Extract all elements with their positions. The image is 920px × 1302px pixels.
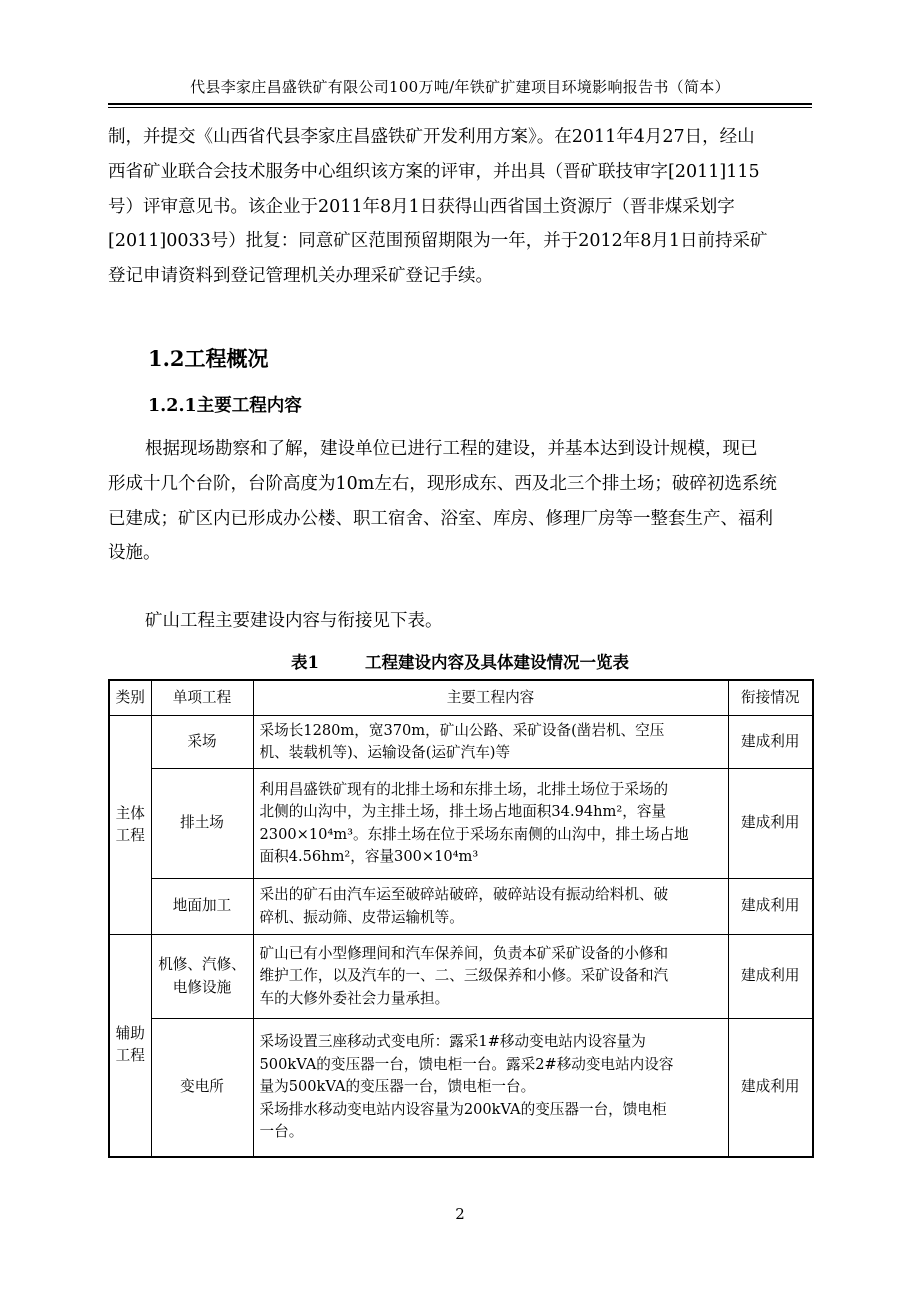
page-number: 2 [455,1205,465,1223]
content-cell: 采出的矿石由汽车运至破碎站破碎，破碎站设有振动给料机、破 碎机、振动筛、皮带运输机等。 [253,879,728,935]
header-item: 单项工程 [151,680,253,716]
content-cell: 采场设置三座移动式变电所：露采1#移动变电站内设容量为 500kVA的变压器一台，馈电柜一台。露采2#移动变电站内设容 量为500kVA的变压器一台，馈电柜一台。 采场排水移动变电站内设容量为200kVA的变压器一台，馈电柜 一台。 [253,1019,728,1157]
table-row [109,716,813,769]
category-auxiliary: 辅助工程 [109,935,151,1157]
section-heading: 1.2工程概况 [148,346,269,371]
content-cell: 矿山已有小型修理间和汽车保养间，负责本矿采矿设备的小修和 维护工作，以及汽车的一、二、三级保养和小修。采矿设备和汽 车的大修外委社会力量承担。 [253,935,728,1019]
header-rule-thick [108,103,812,105]
text-line: [2011]0033号）批复：同意矿区范围预留期限为一年，并于2012年8月1日前持采矿 [108,231,768,252]
category-main: 主体工程 [109,716,151,935]
status-cell: 建成利用 [728,716,813,769]
item-cell: 地面加工 [151,879,253,935]
intro-paragraph [108,120,812,294]
subsection-heading: 1.2.1主要工程内容 [148,396,302,416]
item-cell: 排土场 [151,769,253,879]
content-cell: 利用昌盛铁矿现有的北排土场和东排土场，北排土场位于采场的 北侧的山沟中，为主排土场，排土场占地面积34.94hm²，容量 2300×10⁴m³。东排土场在位于采场东南侧的山沟中，排土场占地 面积4.56hm²，容量300×10⁴m³ [253,769,728,879]
table-caption-number: 表1 [291,653,319,672]
table-caption-title: 工程建设内容及具体建设情况一览表 [364,653,629,672]
body-paragraph [108,432,812,571]
text-line: 号）评审意见书。该企业于2011年8月1日获得山西省国土资源厅（晋非煤采划字 [108,196,735,217]
status-cell: 建成利用 [728,1019,813,1157]
item-cell: 采场 [151,716,253,769]
text-line: 制，并提交《山西省代县李家庄昌盛铁矿开发利用方案》。在2011年4月27日，经山 [108,127,755,147]
status-cell: 建成利用 [728,935,813,1019]
page-header: 代县李家庄昌盛铁矿有限公司100万吨/年铁矿扩建项目环境影响报告书（简本） [190,78,730,96]
header-content: 主要工程内容 [253,680,728,716]
table-row [109,769,813,879]
construction-table [108,679,814,1158]
table-row [109,935,813,1019]
text-line: 西省矿业联合会技术服务中心组织该方案的评审，并出具（晋矿联技审字[2011]115 [108,161,760,182]
header-rule-thin [108,107,812,108]
content-cell: 采场长1280m，宽370m，矿山公路、采矿设备(凿岩机、空压 机、装载机等)、运输设备(运矿汽车)等 [253,716,728,769]
text-line: 设施。 [108,543,161,564]
status-cell: 建成利用 [728,879,813,935]
header-category: 类别 [109,680,151,716]
lead-in-paragraph: 矿山工程主要建设内容与衔接见下表。 [145,611,443,631]
status-cell: 建成利用 [728,769,813,879]
text-line: 已建成；矿区内已形成办公楼、职工宿舍、浴室、库房、修理厂房等一整套生产、福利 [108,508,773,529]
table-caption [108,650,812,676]
table-row [109,1019,813,1157]
item-cell: 机修、汽修、电修设施 [151,935,253,1019]
item-cell: 变电所 [151,1019,253,1157]
table-header-row [109,680,813,716]
table-row [109,879,813,935]
text-line: 登记申请资料到登记管理机关办理采矿登记手续。 [108,266,493,287]
text-line: 根据现场勘察和了解，建设单位已进行工程的建设，并基本达到设计规模，现已 [145,439,758,459]
text-line: 形成十几个台阶，台阶高度为10m左右，现形成东、西及北三个排土场；破碎初选系统 [108,473,777,494]
header-status: 衔接情况 [728,680,813,716]
